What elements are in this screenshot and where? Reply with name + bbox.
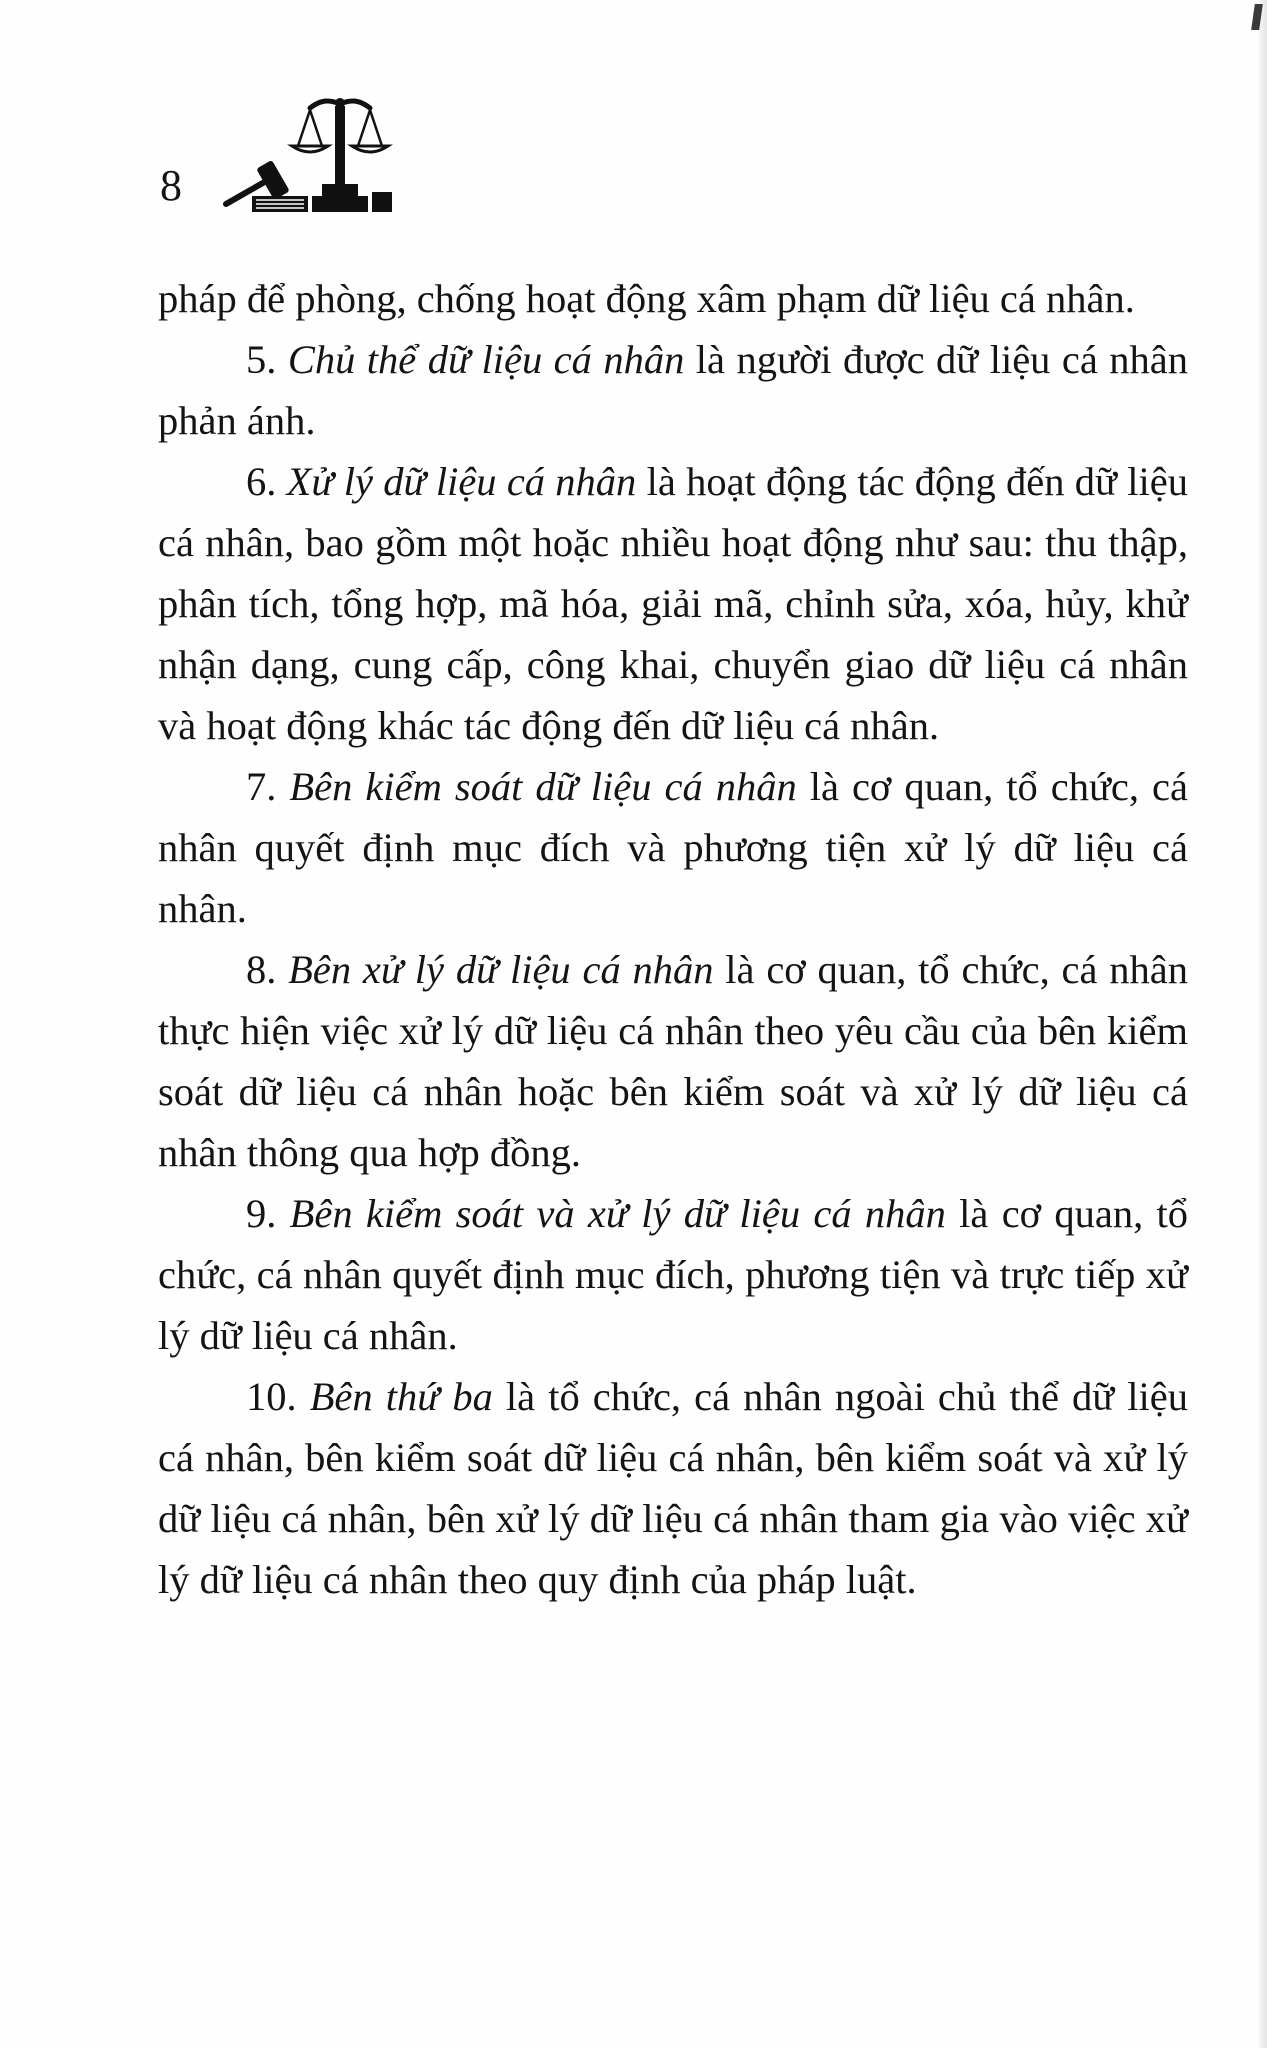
item-number: 8.	[246, 947, 289, 992]
defined-term: Bên kiểm soát và xử lý dữ liệu cá nhân	[289, 1191, 946, 1236]
item-number: 9.	[246, 1191, 290, 1236]
scales-of-justice-gavel-icon	[222, 96, 400, 214]
page-body	[158, 268, 1188, 1610]
definition-item-5	[158, 329, 1188, 451]
defined-term: Xử lý dữ liệu cá nhân	[286, 459, 637, 504]
definition-item-7	[158, 756, 1188, 939]
item-number: 5.	[246, 337, 288, 382]
definition-text: là tổ chức, cá nhân ngoài chủ thể dữ liệu cá nhân, bên kiểm soát dữ liệu cá nhân, bên kiểm soát và xử lý dữ liệu cá nhân, bên xử lý dữ liệu cá nhân tham gia vào việc xử lý dữ liệu cá nhân theo quy định của pháp luật.	[158, 1374, 1188, 1602]
definition-item-9	[158, 1183, 1188, 1366]
defined-term: Chủ thể dữ liệu cá nhân	[287, 337, 685, 382]
definition-item-8	[158, 939, 1188, 1183]
definition-text: là cơ quan, tổ chức, cá nhân quyết định mục đích, phương tiện và trực tiếp xử lý dữ liệu cá nhân.	[158, 1191, 1188, 1358]
definition-item-10	[158, 1366, 1188, 1610]
page-edge-shadow	[1257, 0, 1267, 2048]
item-number: 7.	[246, 764, 290, 809]
page-header	[160, 96, 560, 216]
definition-item-6	[158, 451, 1188, 756]
defined-term: Bên kiểm soát dữ liệu cá nhân	[289, 764, 797, 809]
definition-text: là cơ quan, tổ chức, cá nhân quyết định mục đích và phương tiện xử lý dữ liệu cá nhân.	[158, 764, 1188, 931]
definition-text: là hoạt động tác động đến dữ liệu cá nhân, bao gồm một hoặc nhiều hoạt động như sau: thu thập, phân tích, tổng hợp, mã hóa, giải mã, chỉnh sửa, xóa, hủy, khử nhận dạng, cung cấp, công khai, chuyển giao dữ liệu cá nhân và hoạt động khác tác động đến dữ liệu cá nhân.	[158, 459, 1188, 748]
item-number: 10.	[246, 1374, 310, 1419]
page-number: 8	[160, 161, 182, 210]
paragraph-continuation	[158, 268, 1188, 329]
definition-text: là cơ quan, tổ chức, cá nhân thực hiện việc xử lý dữ liệu cá nhân theo yêu cầu của bên kiểm soát dữ liệu cá nhân hoặc bên kiểm soát và xử lý dữ liệu cá nhân thông qua hợp đồng.	[158, 947, 1188, 1175]
definition-text: là người được dữ liệu cá nhân phản ánh.	[158, 337, 1188, 443]
paragraph-text: pháp để phòng, chống hoạt động xâm phạm dữ liệu cá nhân.	[158, 276, 1135, 321]
defined-term: Bên xử lý dữ liệu cá nhân	[288, 947, 714, 992]
defined-term: Bên thứ ba	[309, 1374, 493, 1419]
item-number: 6.	[246, 459, 287, 504]
